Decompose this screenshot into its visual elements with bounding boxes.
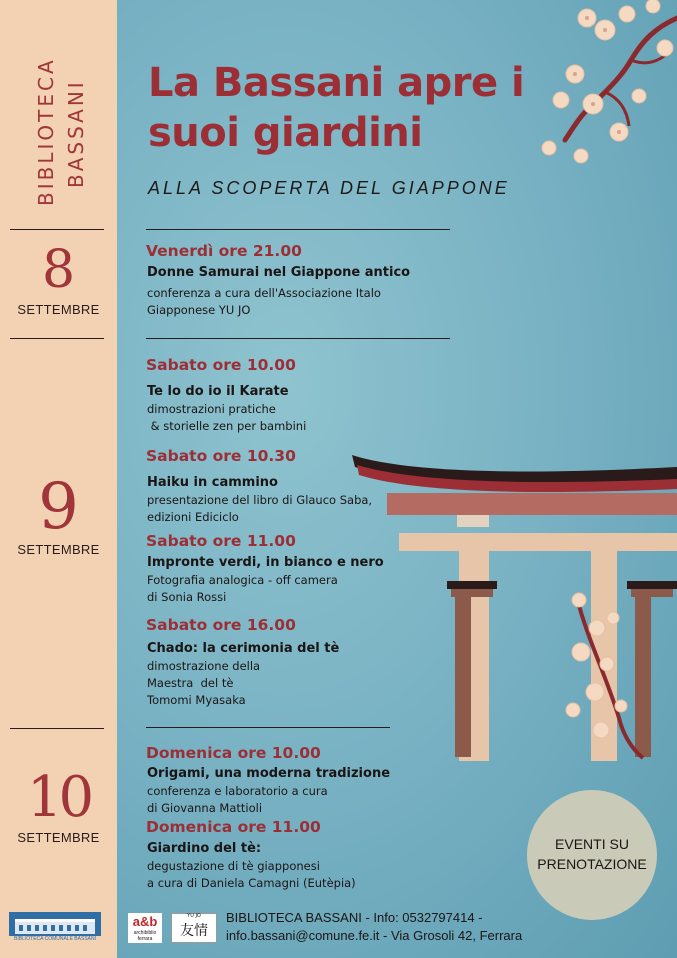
footer-info-line2: info.bassani@comune.fe.it - Via Grosoli 42, Ferrara bbox=[226, 928, 523, 943]
divider bbox=[146, 229, 450, 230]
booking-badge bbox=[527, 790, 657, 920]
day-month-10: SETTEMBRE bbox=[17, 830, 100, 845]
vertical-title-line2: BASSANI bbox=[64, 79, 88, 188]
cherry-blossom-lower-icon bbox=[557, 588, 647, 760]
yujo-logo-caption: YU JO bbox=[187, 913, 201, 919]
day-number-9: 9 bbox=[38, 470, 79, 544]
date-sidebar bbox=[0, 0, 117, 958]
event-title: Impronte verdi, in bianco e nero bbox=[147, 555, 384, 570]
yujo-logo bbox=[171, 913, 217, 943]
event-title: Haiku in cammino bbox=[147, 475, 278, 490]
divider bbox=[10, 229, 104, 230]
event-title: Giardino del tè: bbox=[147, 841, 262, 856]
day-month-9: SETTEMBRE bbox=[17, 542, 100, 557]
event-time: Sabato ore 10.00 bbox=[146, 356, 296, 374]
divider bbox=[10, 728, 104, 729]
booking-badge-line2: PRENOTAZIONE bbox=[537, 856, 647, 872]
footer-info-line1: BIBLIOTECA BASSANI - Info: 0532797414 - bbox=[226, 910, 483, 925]
divider bbox=[10, 338, 104, 339]
archibiblio-logo-text: a&b bbox=[132, 914, 158, 929]
event-time: Venerdì ore 21.00 bbox=[146, 242, 302, 260]
event-title: Donne Samurai nel Giappone antico bbox=[147, 265, 411, 280]
archibiblio-logo bbox=[128, 913, 162, 943]
yujo-logo-text: 友情 bbox=[180, 923, 208, 939]
event-description: dimostrazioni pratiche & storielle zen per bambini bbox=[147, 402, 307, 433]
event-description: degustazione di tè giapponesi a cura di Daniela Camagni (Eutèpia) bbox=[147, 859, 356, 890]
library-logo bbox=[9, 912, 101, 942]
event-description: Fotografia analogica - off camera di Sonia Rossi bbox=[147, 573, 338, 604]
event-title: Chado: la cerimonia del tè bbox=[147, 641, 340, 656]
vertical-title-line1: BIBLIOTECA bbox=[34, 57, 58, 206]
archibiblio-logo-caption: archibiblio ferrara bbox=[133, 930, 157, 942]
event-description: conferenza e laboratorio a cura di Giovanna Mattioli bbox=[147, 784, 328, 815]
event-description: conferenza a cura dell'Associazione Italo Giapponese YU JO bbox=[147, 286, 381, 317]
event-time: Sabato ore 16.00 bbox=[146, 616, 296, 634]
booking-badge-line1: EVENTI SU bbox=[555, 836, 629, 852]
event-title: Te lo do io il Karate bbox=[147, 384, 289, 399]
page-subtitle: ALLA SCOPERTA DEL GIAPPONE bbox=[148, 178, 510, 198]
event-time: Sabato ore 10.30 bbox=[146, 447, 296, 465]
library-logo-caption: BIBLIOTECA COMUNALE BASSANI bbox=[14, 936, 96, 942]
vertical-title bbox=[26, 30, 86, 210]
divider bbox=[146, 338, 450, 339]
page-title-line2: suoi giardini bbox=[148, 110, 423, 156]
event-description: presentazione del libro di Glauco Saba, edizioni Ediciclo bbox=[147, 493, 373, 524]
day-number-8: 8 bbox=[41, 240, 76, 300]
event-description: dimostrazione della Maestra del tè Tomomi Myasaka bbox=[147, 659, 261, 707]
event-time: Domenica ore 10.00 bbox=[146, 744, 321, 762]
day-month-8: SETTEMBRE bbox=[17, 302, 100, 317]
day-number-10: 10 bbox=[26, 765, 91, 830]
event-time: Sabato ore 11.00 bbox=[146, 532, 296, 550]
event-title: Origami, una moderna tradizione bbox=[147, 766, 391, 781]
cherry-blossom-branch-icon bbox=[535, 0, 677, 170]
divider bbox=[146, 727, 390, 728]
page-title-line1: La Bassani apre i bbox=[148, 60, 525, 106]
event-time: Domenica ore 11.00 bbox=[146, 818, 321, 836]
